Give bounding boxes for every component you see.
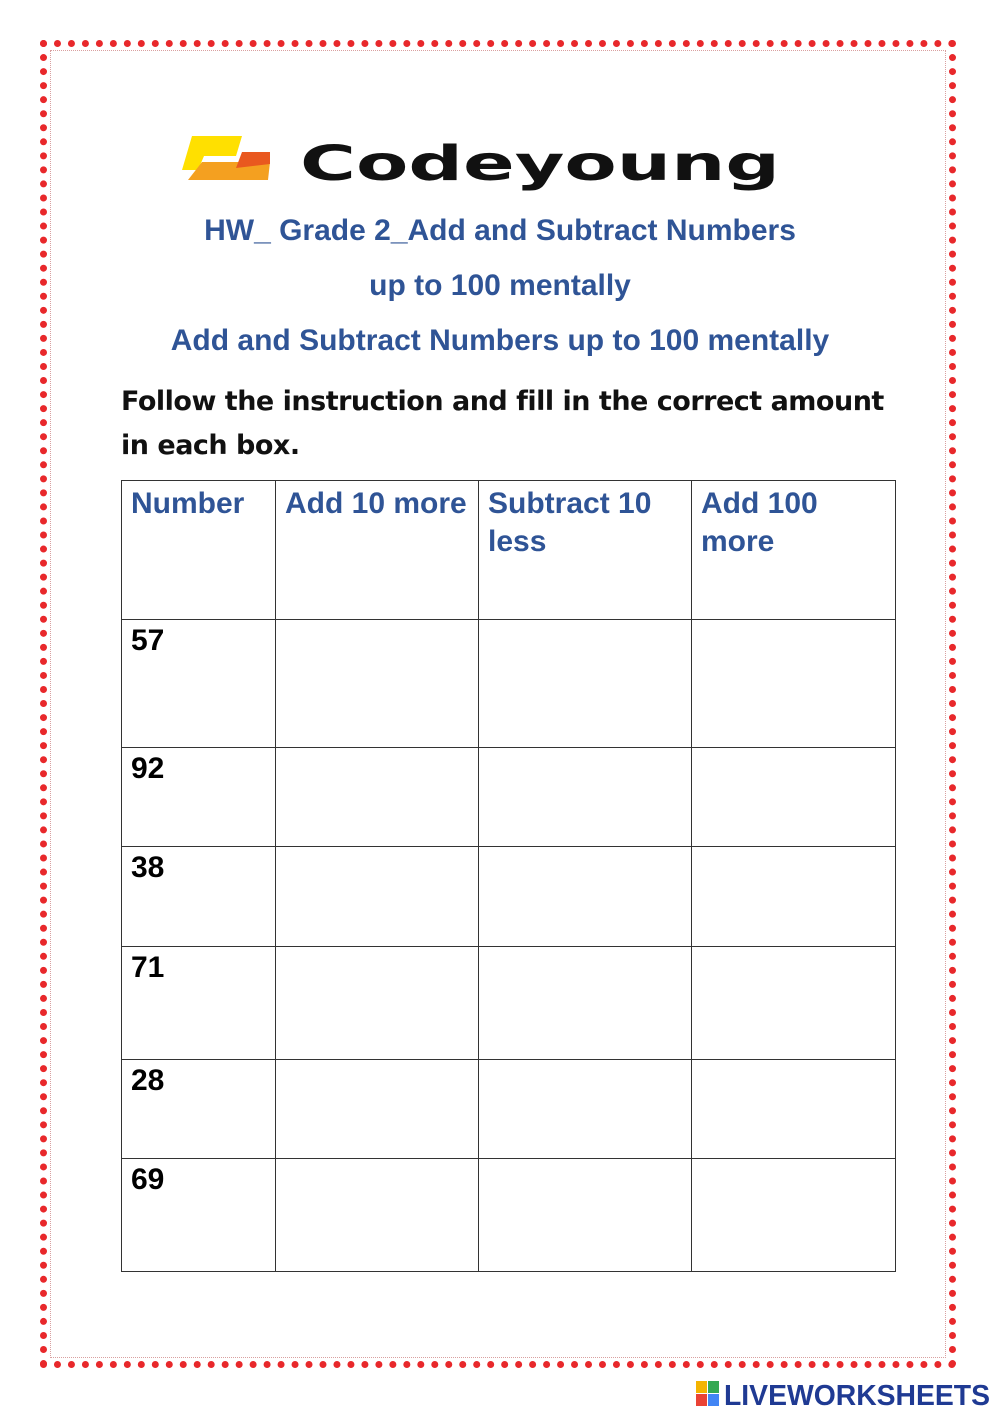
watermark-logo-cell [696, 1381, 707, 1393]
table-row [122, 620, 896, 748]
answer-box-subtract-10[interactable] [479, 748, 692, 847]
answer-box-subtract-10[interactable] [479, 847, 692, 947]
instruction-text: Follow the instruction and fill in the correct amount in each box. [121, 386, 884, 461]
row-number: 92 [122, 748, 276, 847]
watermark-logo-cell [696, 1394, 707, 1406]
answer-box-add-10[interactable] [276, 1060, 479, 1159]
table-row [122, 947, 896, 1060]
title-line-3: Add and Subtract Numbers up to 100 mentally [170, 324, 830, 357]
liveworksheets-watermark [694, 1378, 994, 1410]
watermark-text: LIVEWORKSHEETS [724, 1380, 990, 1410]
header-subtract-10: Subtract 10 less [479, 481, 692, 620]
answer-box-add-10[interactable] [276, 748, 479, 847]
answer-box-add-100[interactable] [692, 1060, 896, 1159]
answer-box-add-100[interactable] [692, 1159, 896, 1272]
answer-box-subtract-10[interactable] [479, 1060, 692, 1159]
logo-wordmark: Codeyoung [300, 136, 780, 192]
header-row [122, 481, 896, 620]
answer-box-add-100[interactable] [692, 947, 896, 1060]
answer-box-subtract-10[interactable] [479, 947, 692, 1060]
answer-box-subtract-10[interactable] [479, 1159, 692, 1272]
row-number: 71 [122, 947, 276, 1060]
title-line-2: up to 100 mentally [369, 269, 631, 302]
answer-box-add-100[interactable] [692, 620, 896, 748]
table-row [122, 748, 896, 847]
watermark-logo-cell [708, 1381, 719, 1393]
codeyoung-logo [180, 132, 790, 192]
row-number: 28 [122, 1060, 276, 1159]
row-number: 57 [122, 620, 276, 748]
answer-box-add-10[interactable] [276, 620, 479, 748]
title-line-1: HW_ Grade 2_Add and Subtract Numbers [204, 214, 796, 247]
table-row [122, 1159, 896, 1272]
row-number: 38 [122, 847, 276, 947]
header-add-100: Add 100 more [692, 481, 896, 620]
worksheet-table [121, 480, 896, 1272]
header-number: Number [122, 481, 276, 620]
header-add-10: Add 10 more [276, 481, 479, 620]
answer-box-subtract-10[interactable] [479, 620, 692, 748]
answer-box-add-10[interactable] [276, 1159, 479, 1272]
row-number: 69 [122, 1159, 276, 1272]
table-row [122, 1060, 896, 1159]
answer-box-add-10[interactable] [276, 947, 479, 1060]
answer-box-add-10[interactable] [276, 847, 479, 947]
answer-box-add-100[interactable] [692, 847, 896, 947]
watermark-logo-cell [708, 1394, 719, 1406]
table-row [122, 847, 896, 947]
answer-box-add-100[interactable] [692, 748, 896, 847]
